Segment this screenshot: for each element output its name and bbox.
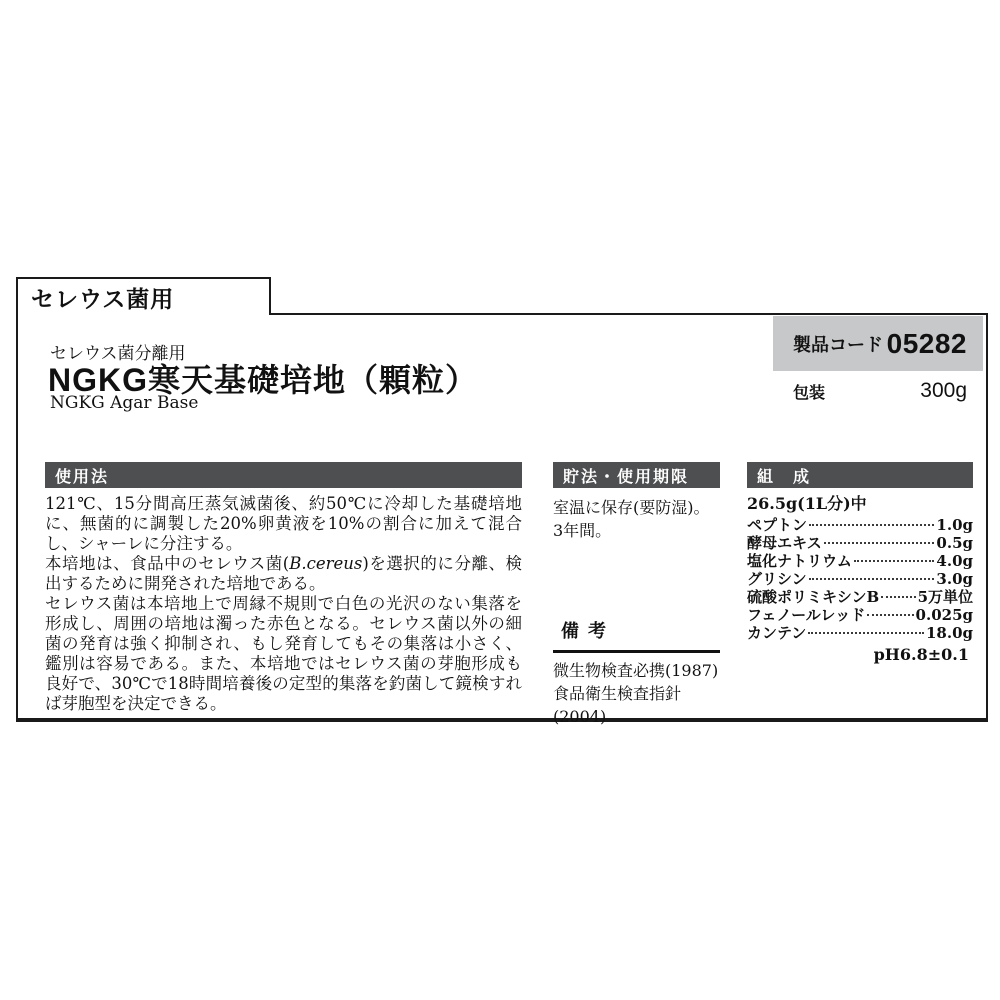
product-subtitle-jp: セレウス菌分離用 bbox=[50, 344, 186, 364]
ingredient-name: グリシン bbox=[747, 570, 807, 588]
storage-heading: 貯法・使用期限 bbox=[563, 468, 690, 486]
ingredient-amount: 5万単位 bbox=[917, 588, 973, 606]
dotted-leader bbox=[809, 578, 935, 580]
dotted-leader bbox=[808, 632, 924, 634]
composition-row bbox=[747, 552, 973, 570]
usage-heading-bar bbox=[45, 462, 522, 488]
product-subtitle-en: NGKG Agar Base bbox=[50, 393, 199, 413]
product-title: NGKG寒天基礎培地（顆粒） bbox=[48, 362, 479, 398]
composition-row bbox=[747, 534, 973, 552]
usage-paragraph-2-pre: 本培地は、食品中のセレウス菌( bbox=[45, 554, 290, 573]
usage-species-name: B.cereus bbox=[289, 554, 363, 573]
composition-row bbox=[747, 606, 973, 624]
composition-basis: 26.5g(1L分)中 bbox=[747, 494, 867, 513]
dotted-leader bbox=[881, 596, 915, 598]
remarks-section bbox=[553, 617, 720, 728]
usage-paragraph-1: 121℃、15分間高圧蒸気滅菌後、約50℃に冷却した基礎培地に、無菌的に調製した20%卵黄液を10%の割合に加えて混合し、シャーレに分注する。 bbox=[45, 494, 522, 553]
dotted-leader bbox=[854, 560, 935, 562]
ingredient-amount: 18.0g bbox=[925, 624, 973, 642]
composition-row bbox=[747, 516, 973, 534]
composition-heading: 組 成 bbox=[757, 468, 812, 486]
usage-paragraph-2-post: )を選択的に分離、検出するために開発された培地である。 bbox=[45, 554, 523, 593]
ingredient-amount: 0.025g bbox=[915, 606, 973, 624]
dotted-leader bbox=[824, 542, 935, 544]
remarks-body bbox=[553, 659, 720, 728]
ingredient-name: ペプトン bbox=[747, 516, 808, 534]
dotted-leader bbox=[867, 614, 913, 616]
remarks-line: 微生物検査必携(1987) bbox=[553, 661, 719, 680]
storage-line: 室温に保存(要防湿)。 bbox=[553, 498, 710, 517]
ph-value: pH6.8±0.1 bbox=[873, 645, 969, 664]
ingredient-name: 硫酸ポリミキシンB bbox=[747, 588, 880, 606]
storage-section bbox=[553, 462, 720, 726]
composition-row bbox=[747, 588, 973, 606]
usage-section bbox=[45, 462, 522, 714]
ingredient-amount: 0.5g bbox=[936, 534, 973, 552]
remarks-heading: 備 考 bbox=[553, 617, 720, 653]
package-label: 包装 bbox=[793, 384, 826, 402]
ingredient-name: カンテン bbox=[747, 624, 807, 642]
dotted-leader bbox=[809, 524, 934, 526]
product-sheet bbox=[16, 313, 988, 726]
ingredient-amount: 1.0g bbox=[936, 516, 973, 534]
ingredient-name: 酵母エキス bbox=[747, 534, 822, 552]
product-code-label: 製品コード bbox=[793, 334, 883, 355]
product-code-box bbox=[773, 316, 983, 371]
package-value: 300g bbox=[920, 379, 967, 402]
usage-paragraph-2 bbox=[45, 554, 522, 594]
composition-row bbox=[747, 570, 973, 588]
usage-body bbox=[45, 494, 522, 714]
composition-section bbox=[747, 462, 973, 664]
usage-heading: 使用法 bbox=[55, 468, 110, 486]
composition-row bbox=[747, 624, 973, 642]
category-tab-label: セレウス菌用 bbox=[31, 285, 175, 312]
ingredient-name: 塩化ナトリウム bbox=[747, 552, 852, 570]
composition-heading-bar bbox=[747, 462, 973, 488]
storage-heading-bar bbox=[553, 462, 720, 488]
ingredient-amount: 3.0g bbox=[936, 570, 973, 588]
package-row bbox=[773, 371, 983, 411]
remarks-line: 食品衛生検査指針(2004) bbox=[553, 684, 682, 726]
storage-body bbox=[553, 496, 720, 542]
storage-line: 3年間。 bbox=[553, 521, 612, 540]
category-tab bbox=[16, 277, 271, 315]
product-code-value: 05282 bbox=[886, 327, 967, 359]
ingredient-amount: 4.0g bbox=[936, 552, 973, 570]
composition-list bbox=[747, 516, 973, 642]
usage-paragraph-3: セレウス菌は本培地上で周縁不規則で白色の光沢のない集落を形成し、周囲の培地は濁った赤色となる。セレウス菌以外の細菌の発育は強く抑制され、もし発育してもその集落は小さく、鑑別は容易である。また、本培地ではセレウス菌の芽胞形成も良好で、30℃で18時間培養後の定型的集落を釣菌して鏡検すれば芽胞型を決定できる。 bbox=[45, 594, 522, 713]
ingredient-name: フェノールレッド bbox=[747, 606, 866, 624]
